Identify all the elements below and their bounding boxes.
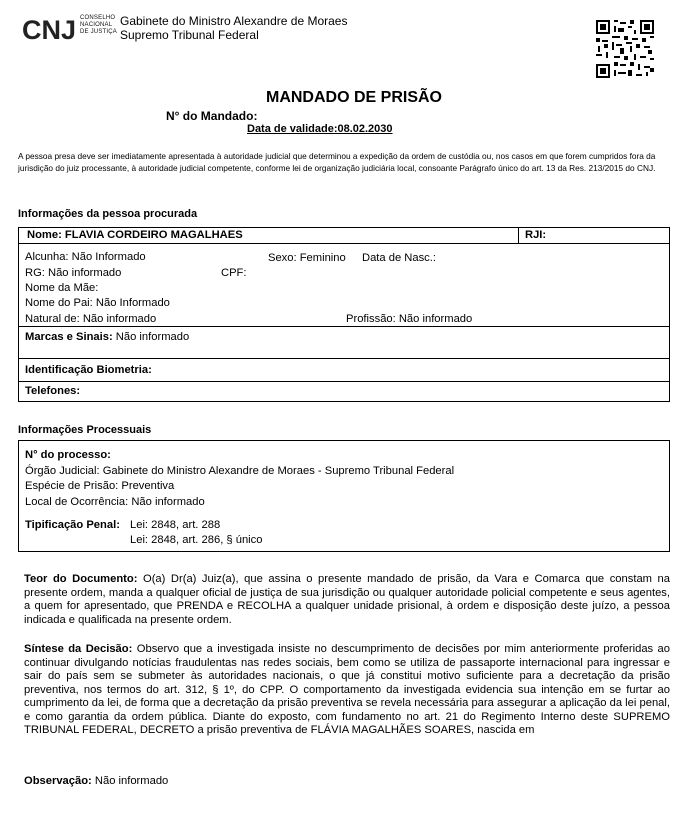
person-cpf: CPF:	[221, 267, 247, 279]
divider-3	[19, 381, 669, 382]
cnj-logo	[22, 14, 76, 44]
person-rg: RG: Não informado	[25, 267, 122, 279]
intro-notice: A pessoa presa deve ser imediatamente apresentada à autoridade judicial que determinou a expedição da ordem de custódia ou, nos casos em que forem cumpridos fora da jurisdição do juiz processante, à autoridade judicial competente, conforme lei de organização judiciária local, consoante Parágrafo único do art. 13 da Res. 213/2015 do CNJ.	[18, 151, 656, 173]
person-natural: Natural de: Não informado	[25, 313, 157, 325]
person-father: Nome do Pai: Não Informado	[25, 297, 170, 309]
sintese-paragraph: Síntese da Decisão: Observo que a investigada insiste no descumprimento de decisões por mim anteriormente proferidas ao continuar divulgando notícias fraudulentas nas redes sociais, bem como se utiliza de passaporte internacional para ingressar e sair do país sem se submeter às autoridades nacionais, o que já constitui motivo suficiente para a decretação da prisão preventiva, nos termos do art. 312, § 1º, do CPP. O comportamento da investigada evidencia sua intenção em se furtar ao cumprimento da lei, de forma que a decretação da prisão preventiva se revela necessária para assegurar a aplicação da lei penal, e como garantia da ordem pública. Diante do exposto, com fundamento no art. 21 do Regimento Interno deste SUPREMO TRIBUNAL FEDERAL, DECRETO a prisão preventiva de FLÁVIA MAGALHÃES SOARES, nascida em	[24, 643, 671, 736]
process-local: Local de Ocorrência: Não informado	[25, 496, 205, 508]
divider-2	[19, 358, 669, 359]
page-title: MANDADO DE PRISÃO	[265, 89, 442, 106]
person-section-title: Informações da pessoa procurada	[18, 208, 198, 220]
observacao: Observação: Não informado	[24, 775, 169, 787]
process-especie: Espécie de Prisão: Preventiva	[25, 480, 175, 492]
person-biometria: Identificação Biometria:	[25, 364, 152, 376]
header-institution	[120, 14, 347, 42]
cnj-logo-text: CNJ	[22, 15, 76, 44]
process-tip-1: Lei: 2848, art. 288	[130, 519, 221, 531]
qr-code-icon	[594, 18, 656, 80]
validity-date: Data de validade:08.02.2030	[247, 123, 393, 135]
process-number: N° do processo:	[25, 449, 111, 461]
person-alcunha: Alcunha: Não Informado	[25, 251, 146, 263]
process-orgao: Órgão Judicial: Gabinete do Ministro Alexandre de Moraes - Supremo Tribunal Federal	[25, 465, 455, 477]
person-birth-date: Data de Nasc.:	[362, 252, 436, 264]
process-info-box	[18, 440, 670, 552]
rji-divider	[518, 228, 519, 243]
process-tip-2: Lei: 2848, art. 286, § único	[130, 534, 263, 546]
process-section-title: Informações Processuais	[18, 424, 152, 436]
process-tipificacao-label: Tipificação Penal:	[25, 519, 120, 531]
divider-1	[19, 326, 669, 327]
header-line-2: Supremo Tribunal Federal	[120, 28, 259, 42]
person-sexo: Sexo: Feminino	[268, 252, 346, 264]
person-name: Nome: FLAVIA CORDEIRO MAGALHAES	[27, 229, 243, 241]
person-rji: RJI:	[525, 229, 547, 241]
person-profession: Profissão: Não informado	[346, 313, 473, 325]
person-marks: Marcas e Sinais: Não informado	[25, 331, 190, 343]
person-info-box	[18, 227, 670, 402]
header-line-1: Gabinete do Ministro Alexandre de Moraes	[120, 14, 348, 28]
name-row	[19, 228, 669, 244]
person-phones: Telefones:	[25, 385, 81, 397]
cnj-logo-subtitle: CONSELHO NACIONAL DE JUSTIÇA	[80, 15, 118, 35]
teor-paragraph: Teor do Documento: O(a) Dr(a) Juiz(a), que assina o presente mandado de prisão, da Vara e Comarca que constam na presente ordem, manda a qualquer oficial de justiça de sua jurisdição ou qualquer autoridade policial competente e seus agentes, a quem for apresentado, que PRENDA e RECOLHA a qualquer unidade prisional, à ordem e disposição deste juízo, a pessoa indicada e qualificada na presente ordem.	[24, 573, 670, 626]
person-mother: Nome da Mãe:	[25, 282, 99, 294]
mandado-number-label: N° do Mandado:	[166, 109, 258, 123]
